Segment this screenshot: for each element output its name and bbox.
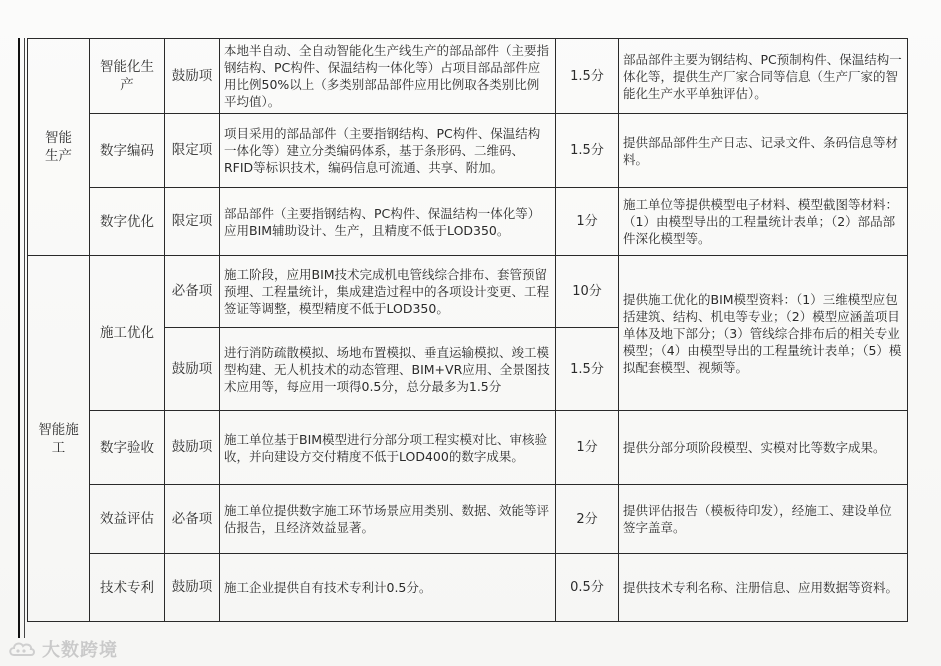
table-row (28, 411, 908, 485)
score-cell (556, 485, 619, 554)
materials-cell (619, 485, 908, 554)
requirement-text: 本地半自动、全自动智能化生产线生产的部品部件（主要指钢结构、PC构件、保温结构一体化等）占项目部品部件应用比例50%以上（多类别部品部件应用比例取各类别比例平均值）。 (224, 43, 550, 109)
score-value: 1.5分 (570, 143, 604, 158)
score-value: 0.5分 (570, 580, 604, 595)
type-label: 必备项 (171, 283, 213, 299)
materials-cell (619, 188, 908, 256)
score-cell (556, 411, 619, 485)
requirement-cell (220, 328, 556, 411)
item-label: 数字编码 (100, 142, 154, 159)
type-label: 限定项 (171, 142, 213, 158)
page-border-line (24, 38, 25, 638)
type-cell (165, 114, 220, 188)
item-cell (90, 114, 165, 188)
score-value: 1分 (576, 440, 598, 455)
table-row (28, 188, 908, 256)
materials-cell (619, 554, 908, 622)
type-label: 鼓励项 (171, 439, 213, 455)
requirement-text: 进行消防疏散模拟、场地布置模拟、垂直运输模拟、竣工模型构建、无人机技术的动态管理、BIM+VR应用、全景图技术应用等，每应用一项得0.5分，总分最多为1.5分 (224, 344, 550, 394)
watermark-text: 大数跨境 (42, 640, 118, 661)
item-cell (90, 256, 165, 411)
requirement-cell (220, 188, 556, 256)
type-cell (165, 411, 220, 485)
item-label: 智能化生产 (100, 59, 154, 93)
requirement-text: 施工阶段，应用BIM技术完成机电管线综合排布、套管预留预埋、工程量统计，集成建造过程中的各项设计变更、工程签证等调整，模型精度不低于LOD350。 (224, 267, 550, 316)
score-value: 10分 (572, 284, 602, 299)
type-label: 鼓励项 (171, 579, 213, 595)
requirement-cell (220, 411, 556, 485)
type-label: 鼓励项 (171, 67, 213, 84)
type-label: 限定项 (171, 213, 213, 229)
evaluation-table (27, 38, 908, 622)
requirement-cell (220, 256, 556, 328)
score-cell (556, 39, 619, 114)
item-cell (90, 554, 165, 622)
score-value: 1.5分 (570, 68, 604, 84)
cloud-logo-icon (8, 639, 36, 659)
item-cell (90, 485, 165, 554)
materials-text: 提供评估报告（模板待印发），经施工、建设单位签字盖章。 (623, 503, 892, 535)
table-row (28, 114, 908, 188)
materials-text: 提供技术专利名称、注册信息、应用数据等资料。 (623, 580, 899, 595)
materials-cell (619, 114, 908, 188)
requirement-text: 施工企业提供自有技术专利计0.5分。 (224, 580, 432, 595)
item-label: 技术专利 (100, 579, 154, 596)
requirement-text: 部品部件（主要指钢结构、PC构件、保温结构一体化等）应用BIM辅助设计、生产，且精度不低于LOD350。 (224, 205, 541, 238)
category-cell (28, 39, 90, 256)
materials-text: 提供施工优化的BIM模型资料：（1）三维模型应包括建筑、结构、机电等专业；（2）模型应涵盖项目单体及地下部分；（3）管线综合排布后的相关专业模型；（4）由模型导出的工程量统计表单；（5）模拟配套模型、视频等。 (623, 291, 902, 375)
score-cell (556, 256, 619, 328)
category-cell (28, 256, 90, 622)
requirement-text: 项目采用的部品部件（主要指钢结构、PC构件、保温结构一体化等）建立分类编码体系，基于条形码、二维码、RFID等标识技术，编码信息可流通、共享、附加。 (224, 126, 541, 175)
score-cell (556, 114, 619, 188)
table-row (28, 485, 908, 554)
score-cell (556, 328, 619, 411)
score-cell (556, 188, 619, 256)
type-cell (165, 188, 220, 256)
materials-text: 部品部件主要为钢结构、PC预制构件、保温结构一体化等，提供生产厂家合同等信息（生产厂家的智能化生产水平单独评估）。 (623, 51, 902, 101)
table-row (28, 256, 908, 328)
item-cell (90, 188, 165, 256)
materials-text: 施工单位等提供模型电子材料、模型截图等材料：（1）由模型导出的工程量统计表单；（2）部品部件深化模型等。 (623, 197, 899, 246)
requirement-cell (220, 554, 556, 622)
type-label: 鼓励项 (171, 360, 213, 377)
materials-cell (619, 39, 908, 114)
page-border-line (18, 38, 20, 638)
score-value: 1.5分 (570, 361, 604, 377)
score-value: 1分 (576, 214, 598, 229)
requirement-text: 施工单位提供数字施工环节场景应用类别、数据、效能等评估报告，且经济效益显著。 (224, 503, 550, 535)
item-label: 效益评估 (100, 511, 154, 527)
watermark (8, 638, 118, 660)
requirement-cell (220, 114, 556, 188)
materials-text: 提供部品部件生产日志、记录文件、条码信息等材料。 (623, 134, 899, 167)
materials-cell (619, 256, 908, 411)
item-label: 施工优化 (100, 325, 154, 341)
category-label: 智能生产 (45, 130, 72, 164)
materials-cell (619, 411, 908, 485)
requirement-cell (220, 39, 556, 114)
type-cell (165, 328, 220, 411)
table-row (28, 554, 908, 622)
requirement-cell (220, 485, 556, 554)
category-label: 智能施工 (38, 421, 79, 456)
score-cell (556, 554, 619, 622)
type-cell (165, 554, 220, 622)
requirement-text: 施工单位基于BIM模型进行分部分项工程实模对比、审核验收，并向建设方交付精度不低于LOD400的数字成果。 (224, 431, 548, 464)
type-cell (165, 256, 220, 328)
item-cell (90, 39, 165, 114)
score-value: 2分 (576, 511, 598, 527)
materials-text: 提供分部分项阶段模型、实模对比等数字成果。 (623, 440, 886, 455)
type-cell (165, 485, 220, 554)
table-row (28, 39, 908, 114)
item-cell (90, 411, 165, 485)
type-cell (165, 39, 220, 114)
item-label: 数字优化 (100, 213, 154, 230)
item-label: 数字验收 (100, 439, 154, 456)
type-label: 必备项 (171, 510, 213, 527)
